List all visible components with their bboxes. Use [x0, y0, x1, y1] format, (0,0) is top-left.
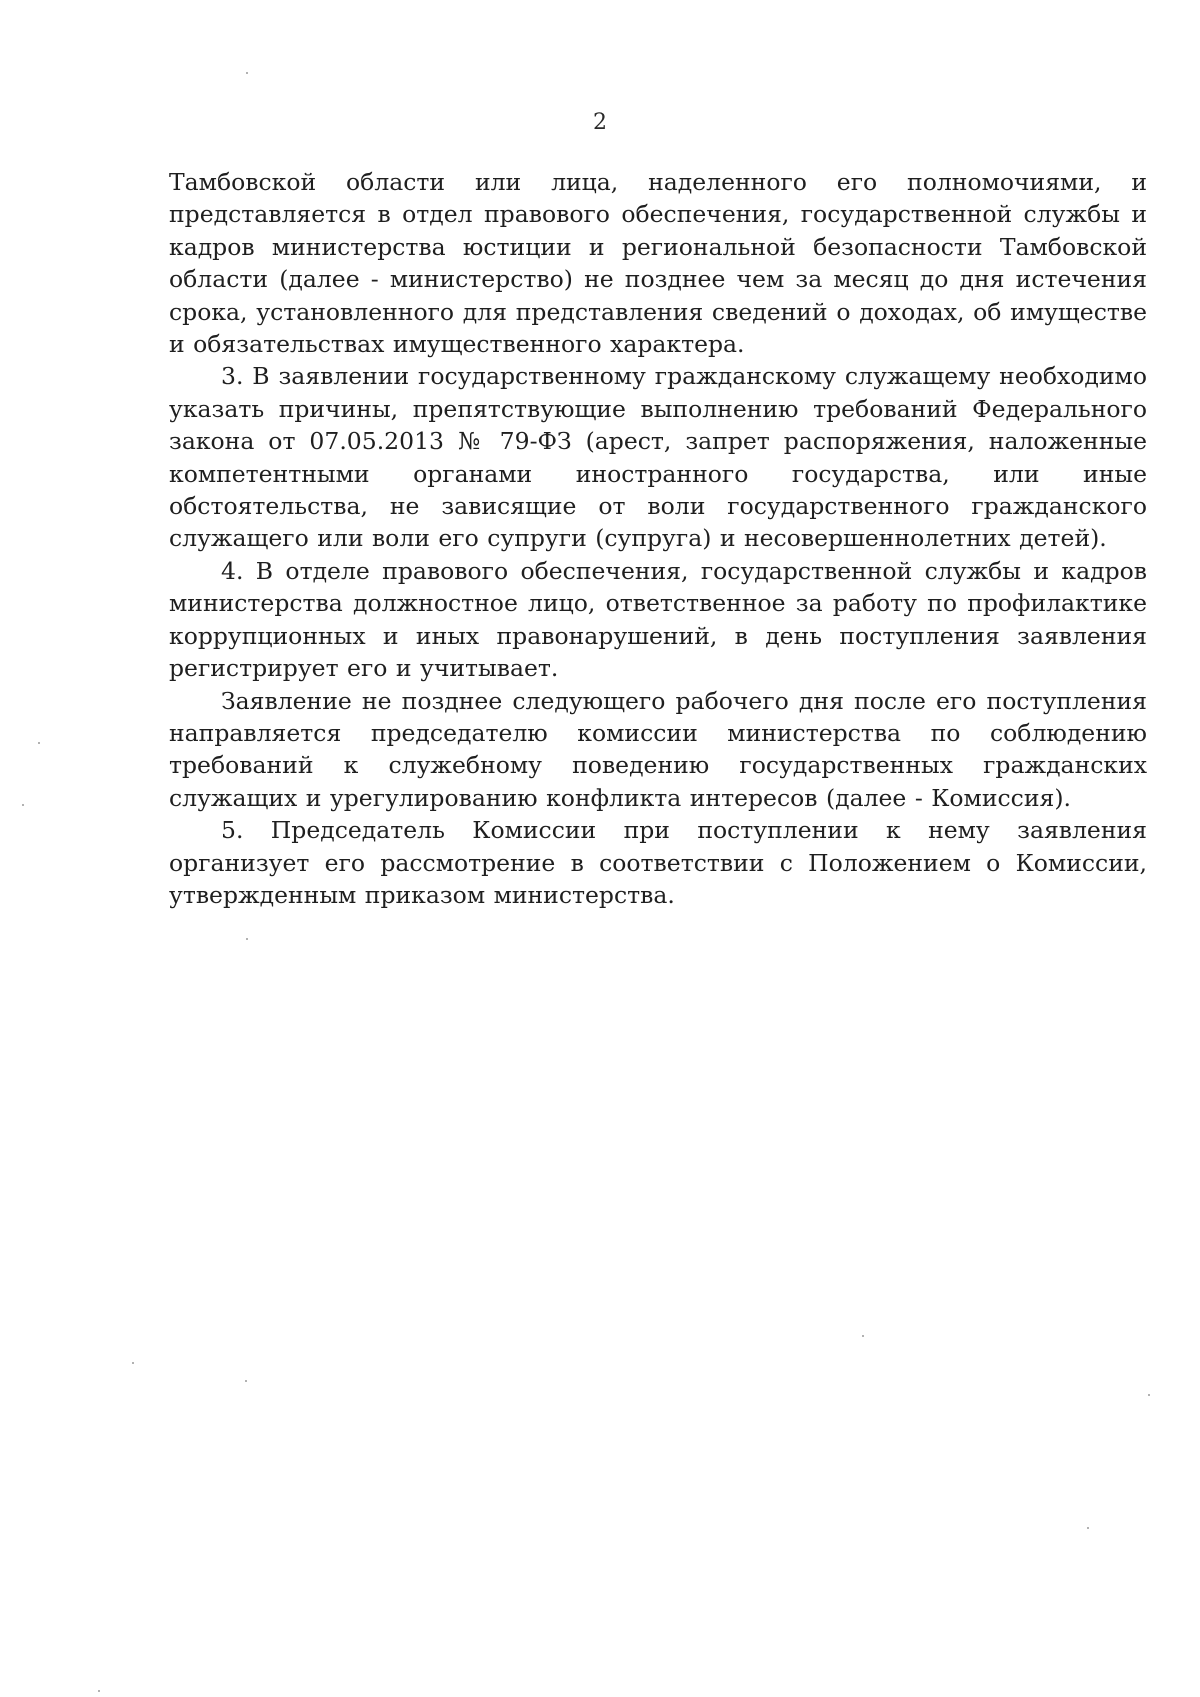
scan-speck	[132, 1362, 134, 1364]
scan-speck	[98, 1690, 100, 1692]
scan-speck	[862, 1335, 864, 1337]
paragraph-item-4: 4. В отделе правового обеспечения, государственной службы и кадров министерства должностное лицо, ответственное за работу по профилактике коррупционных и иных правонарушений, в день поступления заявления регистрирует его и учитывает.	[169, 556, 1147, 683]
paragraph-continuation: Тамбовской области или лица, наделенного его полномочиями, и представляется в отдел правового обеспечения, государственной службы и кадров министерства юстиции и региональной безопасности Тамбовской области (далее - министерство) не позднее чем за месяц до дня истечения срока, установленного для представления сведений о доходах, об имуществе и обязательствах имущественного характера.	[169, 168, 1147, 359]
paragraph-item-3: 3. В заявлении государственному гражданскому служащему необходимо указать причины, препятствующие выполнению требований Федерального закона от 07.05.2013 № 79-ФЗ (арест, запрет распоряжения, наложенные компетентными органами иностранного государства, или иные обстоятельства, не зависящие от воли государственного гражданского служащего или воли его супруги (супруга) и несовершеннолетних детей).	[169, 362, 1147, 553]
document-body	[169, 166, 1147, 911]
scan-speck	[22, 804, 24, 806]
scan-speck	[245, 1380, 247, 1382]
paragraph-item-5: 5. Председатель Комиссии при поступлении к нему заявления организует его рассмотрение в соответствии с Положением о Комиссии, утвержденным приказом министерства.	[169, 816, 1147, 909]
scan-speck	[246, 938, 248, 940]
scan-speck	[38, 742, 40, 744]
scan-speck	[1087, 1527, 1089, 1529]
paragraph-item-4-continued: Заявление не позднее следующего рабочего дня после его поступления направляется председателю комиссии министерства по соблюдению требований к служебному поведению государственных гражданских служащих и урегулированию конфликта интересов (далее - Комиссия).	[169, 686, 1147, 812]
page-number: 2	[593, 110, 607, 135]
scan-speck	[246, 72, 248, 74]
scan-speck	[1148, 1394, 1150, 1396]
